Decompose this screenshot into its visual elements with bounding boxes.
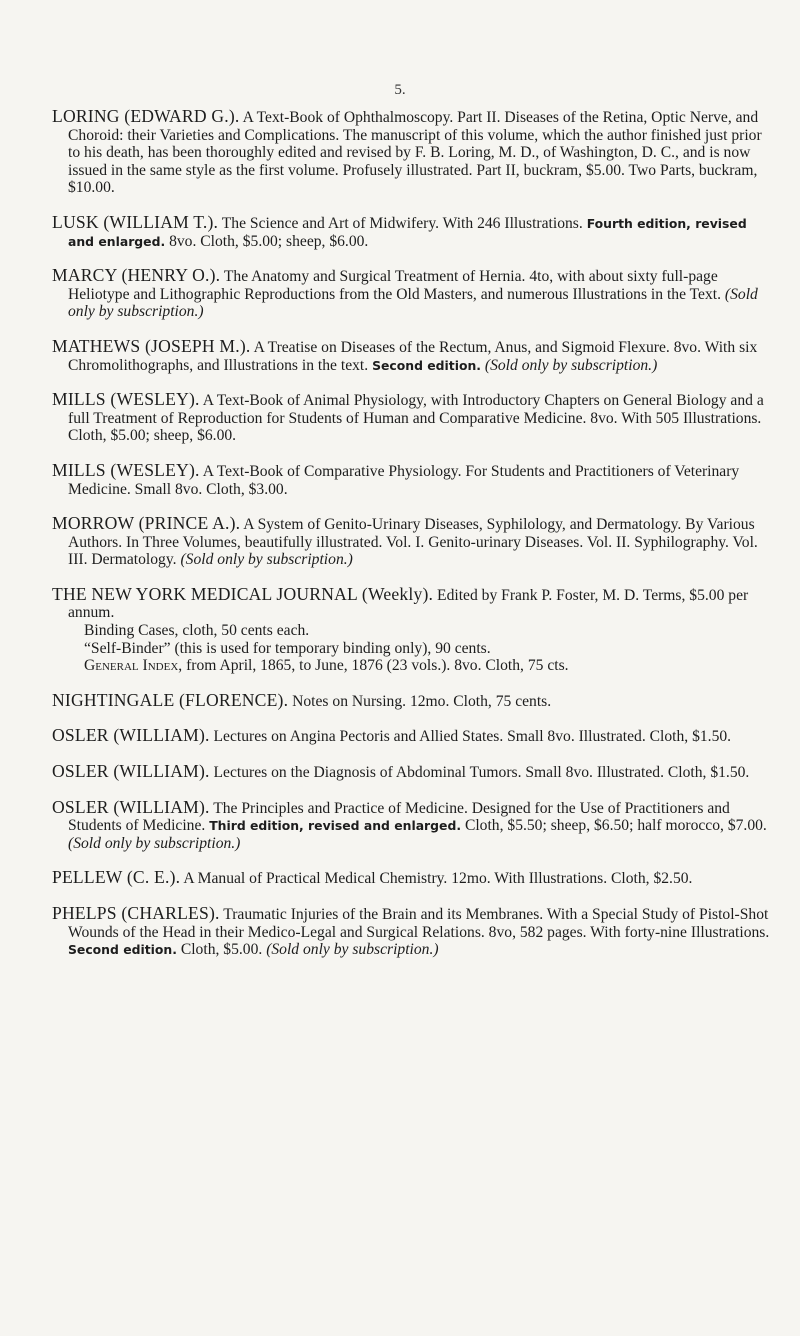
entry-author: MILLS (WESLEY). bbox=[52, 389, 200, 410]
entry-author: MORROW (PRINCE A.). bbox=[52, 513, 241, 534]
entry-subline bbox=[68, 657, 770, 675]
catalogue-entry bbox=[52, 459, 770, 498]
catalogue-entry bbox=[52, 267, 770, 321]
entry-text: Notes on Nursing. 12mo. Cloth, 75 cents. bbox=[292, 692, 552, 710]
catalogue-entries bbox=[52, 108, 770, 976]
entry-note: (Sold only by subscription.) bbox=[68, 834, 241, 852]
entry-author: NIGHTINGALE (FLORENCE). bbox=[52, 689, 289, 710]
entry-text: A Manual of Practical Medical Chemistry. 12mo. With Illustrations. Cloth, $2.50. bbox=[183, 870, 693, 888]
entry-note: (Sold only by subscription.) bbox=[266, 941, 439, 959]
entry-note: (Sold only by subscription.) bbox=[484, 356, 658, 374]
entry-author: THE NEW YORK MEDICAL JOURNAL (Weekly). bbox=[52, 583, 434, 604]
entry-text: Traumatic Injuries of the Brain and its Membranes. With a Special Study of Pistol-Shot Wounds of the Head in their Medico-Legal and Surgical Relations. 8vo, 582 pages. With forty-nine Illustrations. bbox=[68, 906, 770, 941]
entry-index-text: from April, 1865, to June, 1876 (23 vols.). 8vo. Cloth, 75 cts. bbox=[186, 657, 569, 675]
entry-edition: Fourth edition, revised and enlarged. bbox=[68, 215, 747, 249]
catalogue-entry bbox=[52, 689, 770, 711]
entry-text: A Text-Book of Comparative Physiology. For Students and Practitioners of Veterinary Medicine. Small 8vo. Cloth, $3.00. bbox=[68, 462, 740, 498]
entry-subline: Binding Cases, cloth, 50 cents each. bbox=[84, 622, 310, 640]
catalogue-entry bbox=[52, 905, 770, 959]
entry-note: (Sold only by subscription.) bbox=[180, 551, 353, 569]
entry-author: MILLS (WESLEY). bbox=[52, 459, 200, 480]
entry-text: Cloth, $5.00. bbox=[180, 941, 263, 959]
entry-text: A Treatise on Diseases of the Rectum, Anus, and Sigmoid Flexure. 8vo. With six Chromolithographs, and Illustrations in the text. bbox=[68, 338, 758, 374]
entry-author: OSLER (WILLIAM). bbox=[52, 796, 210, 817]
entry-text: 8vo. Cloth, $5.00; sheep, $6.00. bbox=[169, 232, 369, 250]
entry-text: Lectures on the Diagnosis of Abdominal Tumors. Small 8vo. Illustrated. Cloth, $1.50. bbox=[213, 764, 750, 782]
entry-text: The Principles and Practice of Medicine. Designed for the Use of Practitioners and Students of Medicine. bbox=[68, 799, 730, 835]
catalogue-entry bbox=[52, 108, 770, 197]
entry-text: The Science and Art of Midwifery. With 246 Illustrations. bbox=[221, 214, 583, 232]
entry-author: LORING (EDWARD G.). bbox=[52, 106, 240, 126]
entry-note: (Sold only by subscription.) bbox=[68, 285, 758, 321]
entry-edition: Second edition. bbox=[68, 942, 177, 958]
catalogue-entry bbox=[52, 391, 770, 445]
entry-text: Lectures on Angina Pectoris and Allied States. Small 8vo. Illustrated. Cloth, $1.50. bbox=[213, 728, 732, 746]
entry-index-label: General Index, bbox=[84, 657, 183, 675]
entry-subline: “Self-Binder” (this is used for temporary binding only), 90 cents. bbox=[84, 639, 491, 657]
catalogue-entry bbox=[52, 515, 770, 569]
entry-edition: Second edition. bbox=[372, 357, 481, 373]
catalogue-entry bbox=[52, 869, 770, 888]
entry-text: A Text-Book of Animal Physiology, with Introductory Chapters on General Biology and a full Treatment of Reproduction for Students of Human and Comparative Medicine. 8vo. With 505 Illustrations. Cloth, $5.00; sheep, $6.00. bbox=[68, 392, 764, 445]
entry-author: MATHEWS (JOSEPH M.). bbox=[52, 335, 251, 356]
entry-text: The Anatomy and Surgical Treatment of Hernia. 4to, with about sixty full-page Heliotype and Lithographic Reproductions from the Old Masters, and numerous Illustrations in the Text. bbox=[68, 268, 721, 303]
entry-author: MARCY (HENRY O.). bbox=[52, 265, 221, 286]
page-number: 5. bbox=[394, 82, 406, 98]
entry-author: OSLER (WILLIAM). bbox=[52, 725, 210, 746]
entry-text: Cloth, $5.50; sheep, $6.50; half morocco, $7.00. bbox=[464, 817, 767, 835]
catalogue-entry bbox=[52, 583, 770, 675]
catalogue-entry bbox=[52, 796, 770, 853]
catalogue-entry bbox=[52, 211, 770, 250]
entry-author: PHELPS (CHARLES). bbox=[52, 903, 220, 923]
entry-text: A Text-Book of Ophthalmoscopy. Part II. Diseases of the Retina, Optic Nerve, and Choroid: their Varieties and Complications. The manuscript of this volume, which the author finished just prior to his death, has been thoroughly edited and revised by F. B. Loring, M. D., of Washington, D. C., and is now issued in the same style as the first volume. Profusely illustrated. Part II, buckram, $5.00. Two Parts, buckram, $10.00. bbox=[68, 109, 762, 197]
entry-text: Edited by Frank P. Foster, M. D. Terms, $5.00 per annum. bbox=[68, 586, 749, 622]
entry-author: OSLER (WILLIAM). bbox=[52, 761, 210, 782]
catalogue-entry bbox=[52, 763, 770, 782]
entry-author: PELLEW (C. E.). bbox=[52, 867, 181, 888]
entry-author: LUSK (WILLIAM T.). bbox=[52, 211, 219, 232]
catalogue-entry bbox=[52, 335, 770, 374]
entry-edition: Third edition, revised and enlarged. bbox=[209, 818, 462, 834]
entry-text: A System of Genito-Urinary Diseases, Syphilology, and Dermatology. By Various Authors. In Three Volumes, beautifully illustrated. Vol. I. Genito-urinary Diseases. Vol. II. Syphilography. Vol. III. Dermatology. bbox=[68, 516, 758, 569]
catalogue-entry bbox=[52, 727, 770, 746]
